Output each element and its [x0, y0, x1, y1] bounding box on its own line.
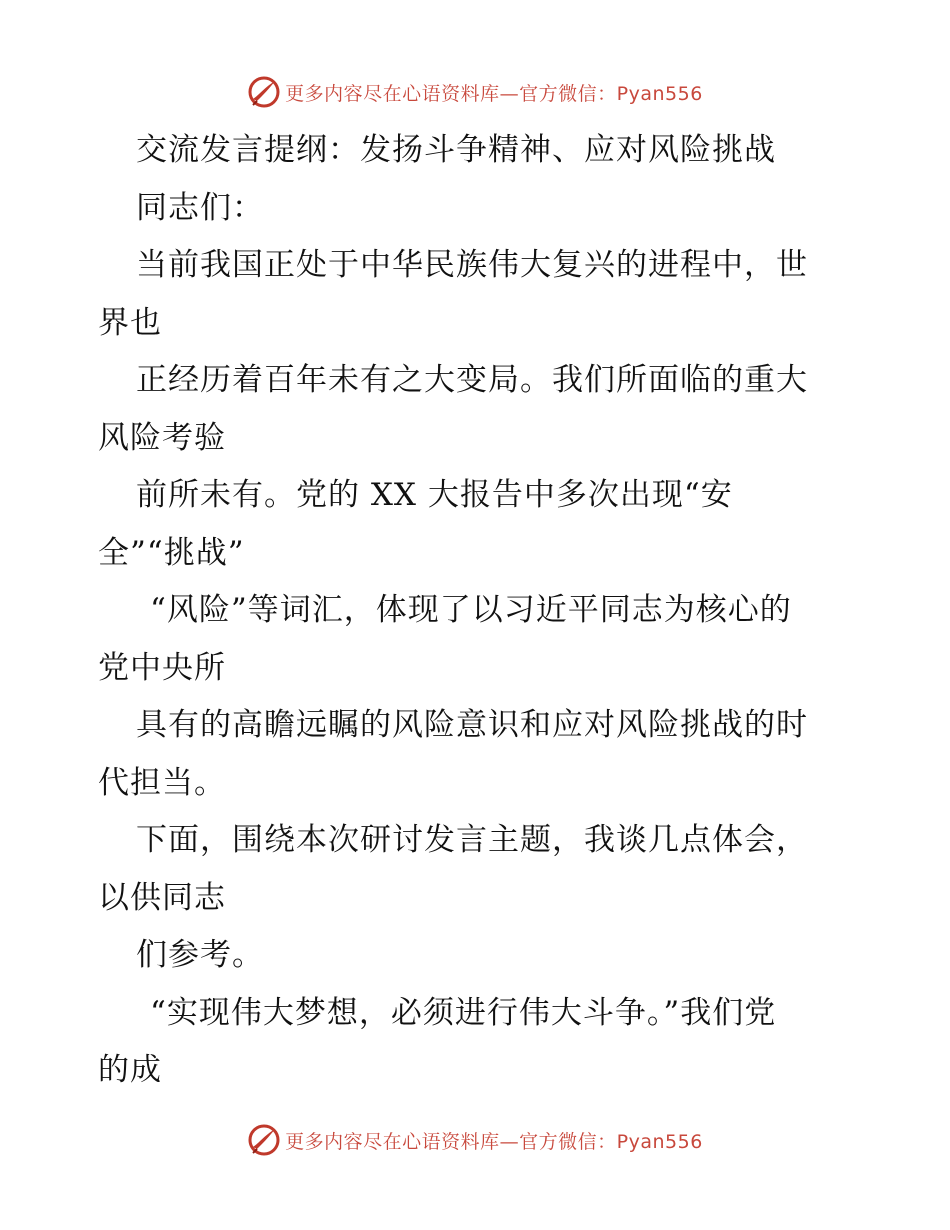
- text-line: “风险”等词汇，体现了以习近平同志为核心的: [150, 592, 792, 628]
- document-body: [98, 122, 858, 1100]
- text-line: 具有的高瞻远瞩的风险意识和应对风险挑战的时: [136, 707, 808, 743]
- text-line: 风险考验: [98, 419, 226, 456]
- text-line: 前所未有。党的 XX 大报告中多次出现“安: [136, 477, 733, 513]
- watermark-header: [0, 72, 950, 112]
- text-line: 当前我国正处于中华民族伟大复兴的进程中，世: [136, 247, 808, 283]
- quill-logo-icon: [247, 75, 281, 109]
- text-line: 正经历着百年未有之大变局。我们所面临的重大: [136, 362, 808, 398]
- text-line: 下面，围绕本次研讨发言主题，我谈几点体会，: [136, 822, 808, 858]
- text-line: 界也: [98, 304, 162, 341]
- text-line: 同志们：: [136, 189, 264, 226]
- watermark-text: 更多内容尽在心语资料库—官方微信：Pyan556: [285, 82, 703, 105]
- text-line: 全”“挑战”: [98, 534, 245, 571]
- text-line: 党中央所: [98, 649, 226, 686]
- quill-logo-icon: [247, 1123, 281, 1157]
- text-line: 们参考。: [136, 937, 264, 973]
- text-line: 以供同志: [98, 879, 226, 916]
- watermark-footer: [0, 1120, 950, 1160]
- text-line: 的成: [98, 1052, 162, 1088]
- text-line: 交流发言提纲：发扬斗争精神、应对风险挑战: [136, 132, 776, 168]
- watermark-text: 更多内容尽在心语资料库—官方微信：Pyan556: [285, 1130, 703, 1153]
- text-line: “实现伟大梦想，必须进行伟大斗争。”我们党: [150, 994, 777, 1031]
- text-line: 代担当。: [98, 764, 226, 801]
